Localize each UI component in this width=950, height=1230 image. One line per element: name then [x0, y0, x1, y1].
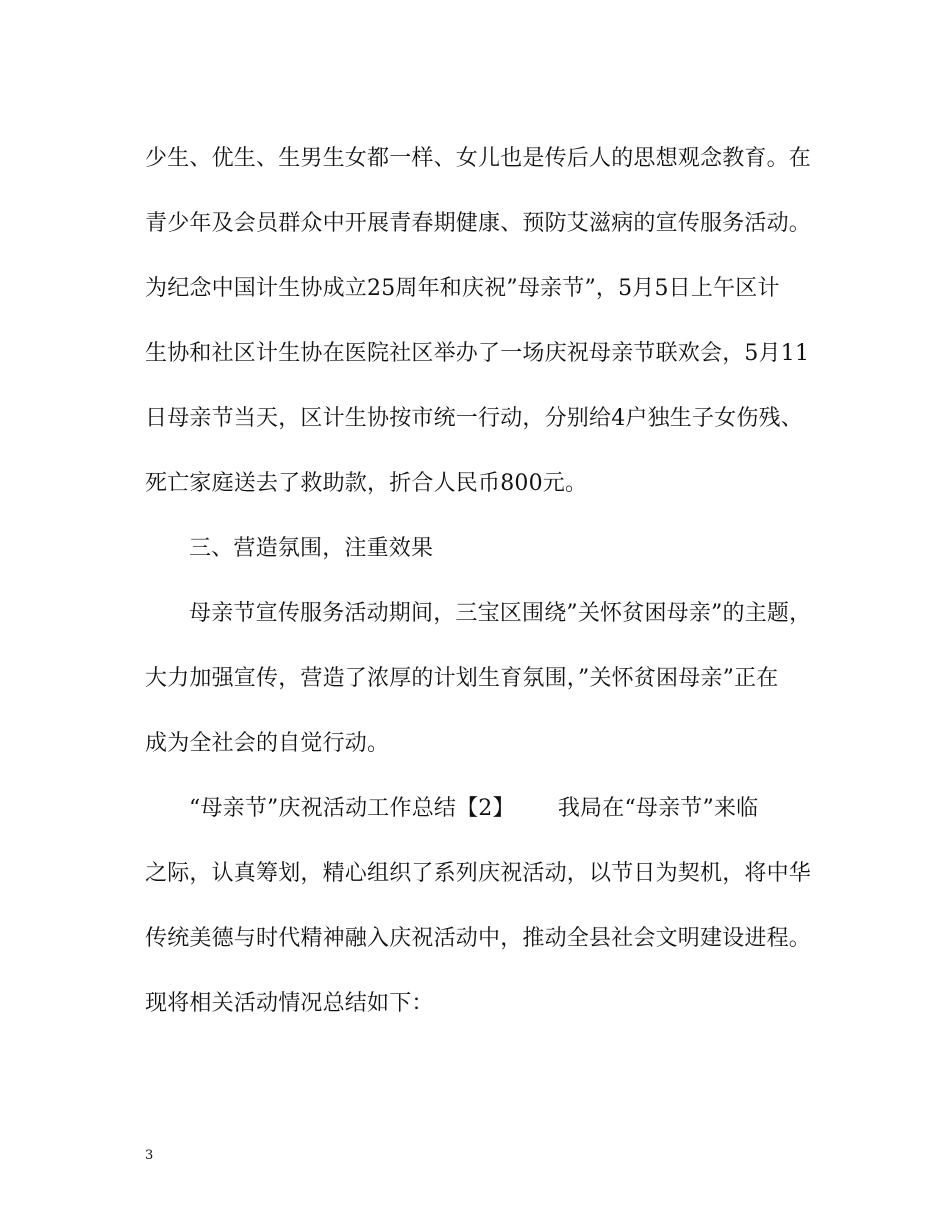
- text-line-3: 为纪念中国计生协成立25周年和庆祝”母亲节”，5月5日上午区计: [145, 276, 780, 301]
- text-line-5: 日母亲节当天，区计生协按市统一行动，分别给4户独生子女伤残、: [145, 406, 803, 431]
- text-line-4: 生协和社区计生协在医院社区举办了一场庆祝母亲节联欢会，5月11: [145, 341, 810, 366]
- page-number: 3: [145, 1148, 154, 1163]
- text-line-1: 少生、优生、生男生女都一样、女儿也是传后人的思想观念教育。在: [145, 146, 812, 171]
- text-line-6: 死亡家庭送去了救助款，折合人民币800元。: [145, 471, 588, 496]
- text-line-9: 大力加强宣传，营造了浓厚的计划生育氛围，”关怀贫困母亲”正在: [145, 666, 779, 691]
- text-line-14: 现将相关活动情况总结如下：: [145, 991, 434, 1016]
- text-line-11: “母亲节”庆祝活动工作总结【2】 我局在“母亲节”来临: [189, 796, 759, 821]
- text-line-13: 传统美德与时代精神融入庆祝活动中，推动全县社会文明建设进程。: [145, 926, 812, 951]
- section-heading: 三、营造氛围，注重效果: [189, 536, 434, 561]
- text-line-8: 母亲节宣传服务活动期间，三宝区围绕”关怀贫困母亲”的主题，: [189, 601, 812, 626]
- text-line-12: 之际，认真筹划，精心组织了系列庆祝活动，以节日为契机，将中华: [145, 861, 812, 886]
- text-line-10: 成为全社会的自觉行动。: [145, 731, 390, 756]
- text-line-2: 青少年及会员群众中开展青春期健康、预防艾滋病的宣传服务活动。: [145, 211, 812, 236]
